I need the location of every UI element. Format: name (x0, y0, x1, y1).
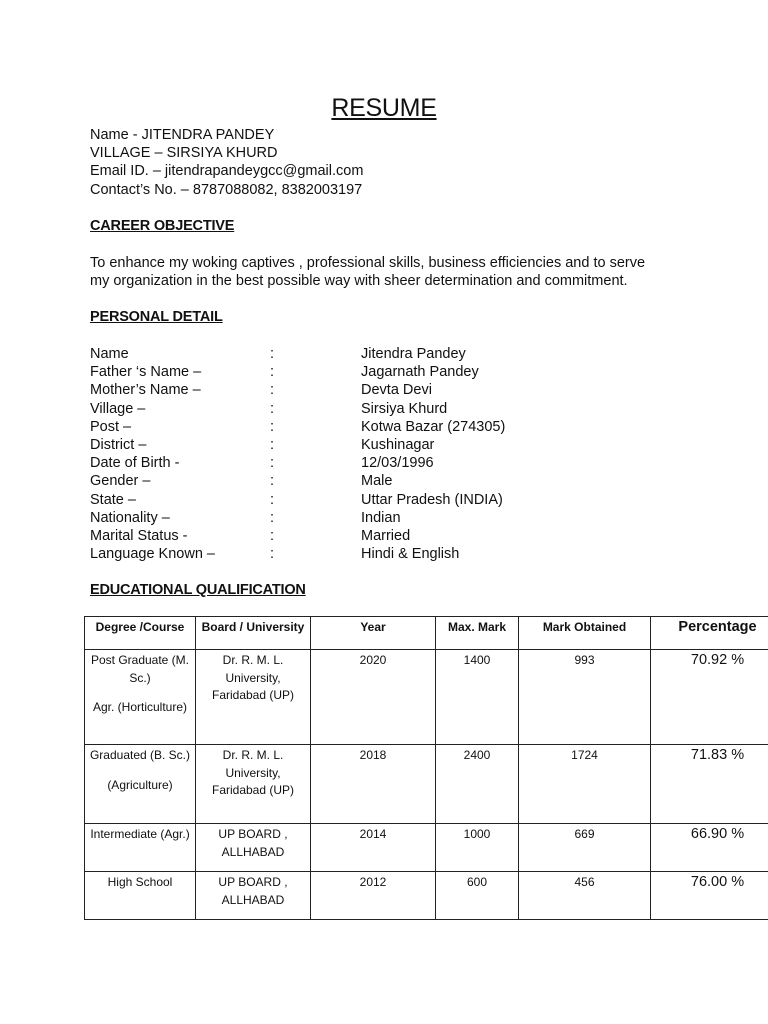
detail-separator: : (270, 346, 275, 362)
detail-label: District – (90, 436, 147, 453)
cell-max-mark: 2400 (436, 745, 519, 824)
detail-separator: : (270, 491, 275, 508)
cell-mark-obtained: 669 (519, 824, 651, 872)
detail-label: Date of Birth - (90, 455, 180, 472)
cell-year: 2012 (311, 872, 436, 920)
detail-separator: : (270, 509, 275, 526)
education-header-row (85, 617, 768, 650)
detail-separator: : (270, 364, 275, 381)
header-max-mark: Max. Mark (436, 617, 519, 650)
contact-block (90, 126, 363, 199)
career-objective-line: my organization in the best possible way with sheer determination and commitment. (90, 273, 628, 290)
career-objective-line: To enhance my woking captives , professional skills, business efficiencies and to serve (90, 255, 646, 271)
cell-degree (85, 872, 196, 920)
contact-email: Email ID. – jitendrapandeygcc@gmail.com (90, 163, 364, 180)
cell-max-mark: 1400 (436, 650, 519, 745)
cell-percentage: 70.92 % (651, 650, 768, 745)
education-row (85, 650, 768, 745)
cell-percentage: 66.90 % (651, 824, 768, 872)
detail-label: State – (90, 491, 136, 508)
degree-name: Intermediate (Agr.) (90, 827, 190, 841)
detail-value: Uttar Pradesh (INDIA) (361, 491, 503, 508)
degree-subject: Agr. (Horticulture) (92, 700, 188, 714)
detail-value: Jagarnath Pandey (361, 364, 479, 381)
cell-degree (85, 745, 196, 824)
detail-label: Mother’s Name – (90, 382, 201, 399)
header-year: Year (311, 617, 436, 650)
header-degree: Degree /Course (85, 617, 196, 650)
career-objective-heading: CAREER OBJECTIVE (90, 218, 235, 234)
degree-subject: (Agriculture) (107, 777, 173, 792)
detail-value: Hindi & English (361, 546, 460, 563)
education-row (85, 872, 768, 920)
cell-mark-obtained: 993 (519, 650, 651, 745)
cell-year: 2018 (311, 745, 436, 824)
career-objective-text (90, 254, 690, 290)
detail-value: Jitendra Pandey (361, 346, 466, 362)
detail-label: Village – (90, 400, 146, 417)
detail-separator: : (270, 546, 275, 563)
detail-separator: : (270, 400, 275, 417)
detail-separator: : (270, 382, 275, 399)
cell-board: Dr. R. M. L. University, Faridabad (UP) (196, 650, 311, 745)
contact-village: VILLAGE – SIRSIYA KHURD (90, 145, 278, 162)
cell-degree (85, 650, 196, 745)
degree-name: Graduated (B. Sc.) (89, 748, 191, 762)
contact-phone: Contact’s No. – 8787088082, 8382003197 (90, 181, 363, 198)
detail-value: 12/03/1996 (361, 455, 434, 472)
detail-value: Married (361, 527, 411, 544)
detail-label: Marital Status - (90, 527, 188, 544)
detail-separator: : (270, 473, 275, 490)
header-mark-obtained: Mark Obtained (519, 617, 651, 650)
detail-separator: : (270, 527, 275, 544)
cell-percentage: 71.83 % (651, 745, 768, 824)
education-row (85, 824, 768, 872)
cell-mark-obtained: 456 (519, 872, 651, 920)
header-board: Board / University (196, 617, 311, 650)
detail-label: Nationality – (90, 509, 170, 526)
detail-label: Father ‘s Name – (90, 364, 202, 381)
personal-detail-heading: PERSONAL DETAIL (90, 309, 223, 325)
cell-percentage: 76.00 % (651, 872, 768, 920)
cell-year: 2014 (311, 824, 436, 872)
detail-value: Male (361, 473, 393, 490)
cell-board: UP BOARD , ALLHABAD (196, 824, 311, 872)
detail-separator: : (270, 436, 275, 453)
contact-name: Name - JITENDRA PANDEY (90, 127, 275, 143)
detail-value: Sirsiya Khurd (361, 400, 448, 417)
cell-degree (85, 824, 196, 872)
cell-mark-obtained: 1724 (519, 745, 651, 824)
detail-label: Language Known – (90, 546, 215, 563)
cell-max-mark: 600 (436, 872, 519, 920)
detail-value: Indian (361, 509, 401, 526)
detail-value: Kushinagar (361, 436, 435, 453)
detail-value: Devta Devi (361, 382, 432, 399)
header-percentage: Percentage (651, 617, 768, 650)
degree-name: High School (107, 875, 173, 889)
degree-name: Post Graduate (M. Sc.) (90, 653, 190, 685)
detail-label: Gender – (90, 473, 151, 490)
detail-separator: : (270, 455, 275, 472)
education-table (84, 616, 768, 920)
resume-title: RESUME (331, 94, 437, 122)
cell-board: Dr. R. M. L. University, Faridabad (UP) (196, 745, 311, 824)
detail-value: Kotwa Bazar (274305) (361, 418, 506, 435)
detail-label: Name (90, 346, 129, 362)
cell-max-mark: 1000 (436, 824, 519, 872)
cell-board: UP BOARD , ALLHABAD (196, 872, 311, 920)
detail-label: Post – (90, 418, 132, 435)
cell-year: 2020 (311, 650, 436, 745)
detail-separator: : (270, 418, 275, 435)
education-heading: EDUCATIONAL QUALIFICATION (90, 582, 306, 598)
education-row (85, 745, 768, 824)
